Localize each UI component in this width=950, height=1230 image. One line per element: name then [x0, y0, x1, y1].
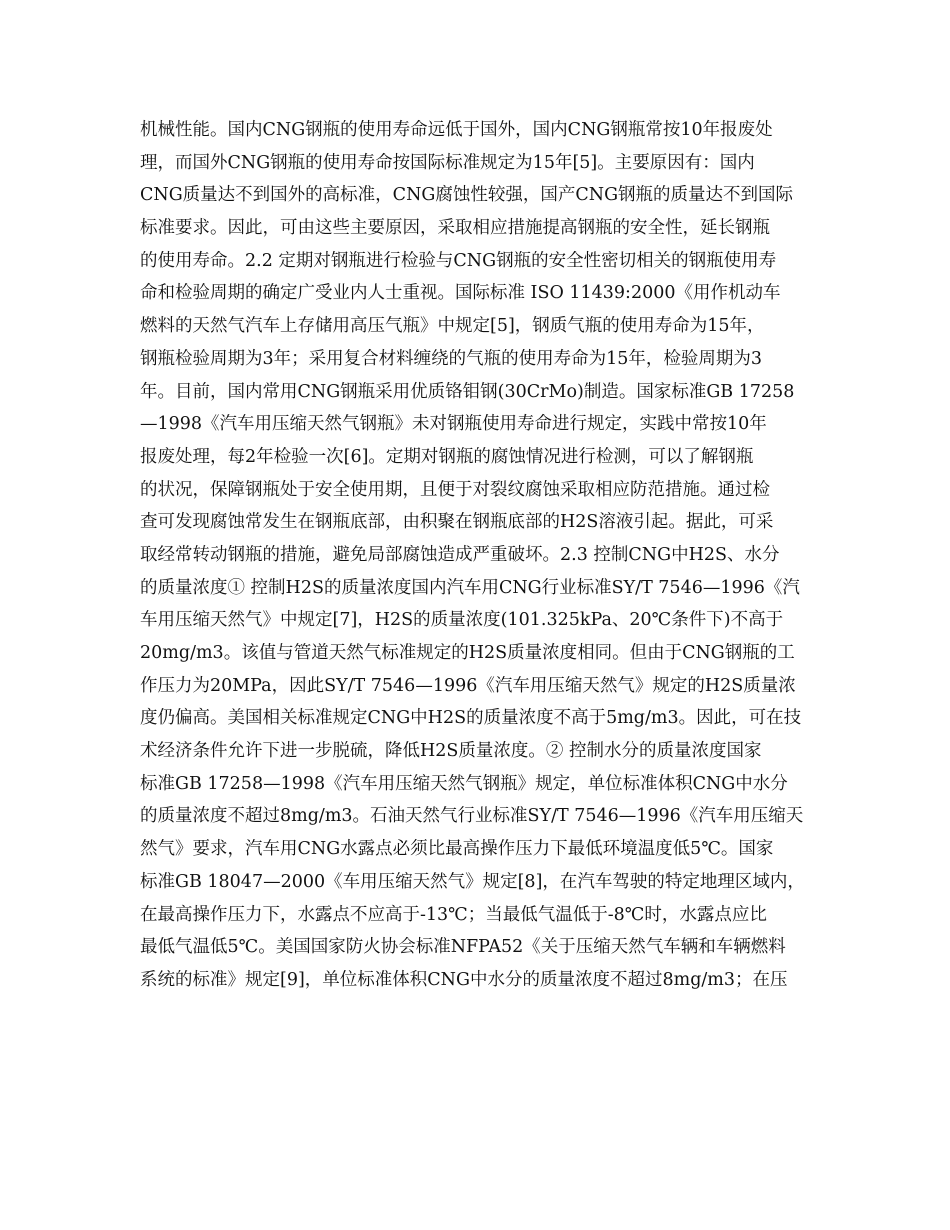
text-line: 度仍偏高。美国相关标准规定CNG中H2S的质量浓度不高于5mg/m3。因此，可在技: [140, 708, 802, 729]
text-line: 年。目前，国内常用CNG钢瓶采用优质铬钼钢(30CrMo)制造。国家标准GB 17258: [140, 381, 795, 402]
text-line: CNG质量达不到国外的高标准，CNG腐蚀性较强，国产CNG钢瓶的质量达不到国际: [140, 185, 794, 206]
text-line: 作压力为20MPa，因此SY/T 7546—1996《汽车用压缩天然气》规定的H2S质量浓: [140, 675, 796, 696]
text-line: 报废处理，每2年检验一次[6]。定期对钢瓶的腐蚀情况进行检测，可以了解钢瓶: [140, 446, 754, 467]
text-line: 车用压缩天然气》中规定[7]，H2S的质量浓度(101.325kPa、20℃条件下)不高于: [140, 610, 784, 631]
text-line: 最低气温低5℃。美国国家防火协会标准NFPA52《关于压缩天然气车辆和车辆燃料: [140, 937, 786, 958]
text-line: 燃料的天然气汽车上存储用高压气瓶》中规定[5]，钢质气瓶的使用寿命为15年，: [140, 316, 765, 337]
text-line: 的状况，保障钢瓶处于安全使用期，且便于对裂纹腐蚀采取相应防范措施。通过检: [140, 479, 770, 500]
text-line: 术经济条件允许下进一步脱硫，降低H2S质量浓度。② 控制水分的质量浓度国家: [140, 741, 762, 762]
text-line: —1998《汽车用压缩天然气钢瓶》未对钢瓶使用寿命进行规定，实践中常按10年: [140, 414, 767, 435]
text-line: 理，而国外CNG钢瓶的使用寿命按国际标准规定为15年[5]。主要原因有：国内: [140, 152, 755, 173]
text-line: 机械性能。国内CNG钢瓶的使用寿命远低于国外，国内CNG钢瓶常按10年报废处: [140, 120, 773, 140]
text-line: 在最高操作压力下，水露点不应高于-13℃；当最低气温低于-8℃时，水露点应比: [140, 904, 767, 925]
text-line: 系统的标准》规定[9]，单位标准体积CNG中水分的质量浓度不超过8mg/m3；在压: [140, 969, 788, 990]
text-line: 钢瓶检验周期为3年；采用复合材料缠绕的气瓶的使用寿命为15年，检验周期为3: [140, 348, 763, 369]
text-line: 命和检验周期的确定广受业内人士重视。国际标准 ISO 11439:2000《用作机动车: [140, 283, 781, 304]
text-line: 标准GB 17258—1998《汽车用压缩天然气钢瓶》规定，单位标准体积CNG中水分: [140, 773, 788, 794]
text-line: 查可发现腐蚀常发生在钢瓶底部，由积聚在钢瓶底部的H2S溶液引起。据此，可采: [140, 512, 774, 533]
text-line: 标准要求。因此，可由这些主要原因，采取相应措施提高钢瓶的安全性，延长钢瓶: [140, 218, 770, 239]
text-line: 然气》要求，汽车用CNG水露点必须比最高操作压力下最低环境温度低5℃。国家: [140, 839, 774, 860]
body-paragraph: [140, 114, 820, 997]
text-line: 的质量浓度① 控制H2S的质量浓度国内汽车用CNG行业标准SY/T 7546—1996《汽: [140, 577, 800, 598]
text-line: 的使用寿命。2.2 定期对钢瓶进行检验与CNG钢瓶的安全性密切相关的钢瓶使用寿: [140, 250, 777, 271]
text-line: 20mg/m3。该值与管道天然气标准规定的H2S质量浓度相同。但由于CNG钢瓶的工: [140, 643, 795, 663]
text-line: 取经常转动钢瓶的措施，避免局部腐蚀造成严重破坏。2.3 控制CNG中H2S、水分: [140, 544, 780, 565]
text-line: 标准GB 18047—2000《车用压缩天然气》规定[8]，在汽车驾驶的特定地理区域内，: [140, 871, 805, 892]
text-line: 的质量浓度不超过8mg/m3。石油天然气行业标准SY/T 7546—1996《汽车用压缩天: [140, 806, 804, 827]
